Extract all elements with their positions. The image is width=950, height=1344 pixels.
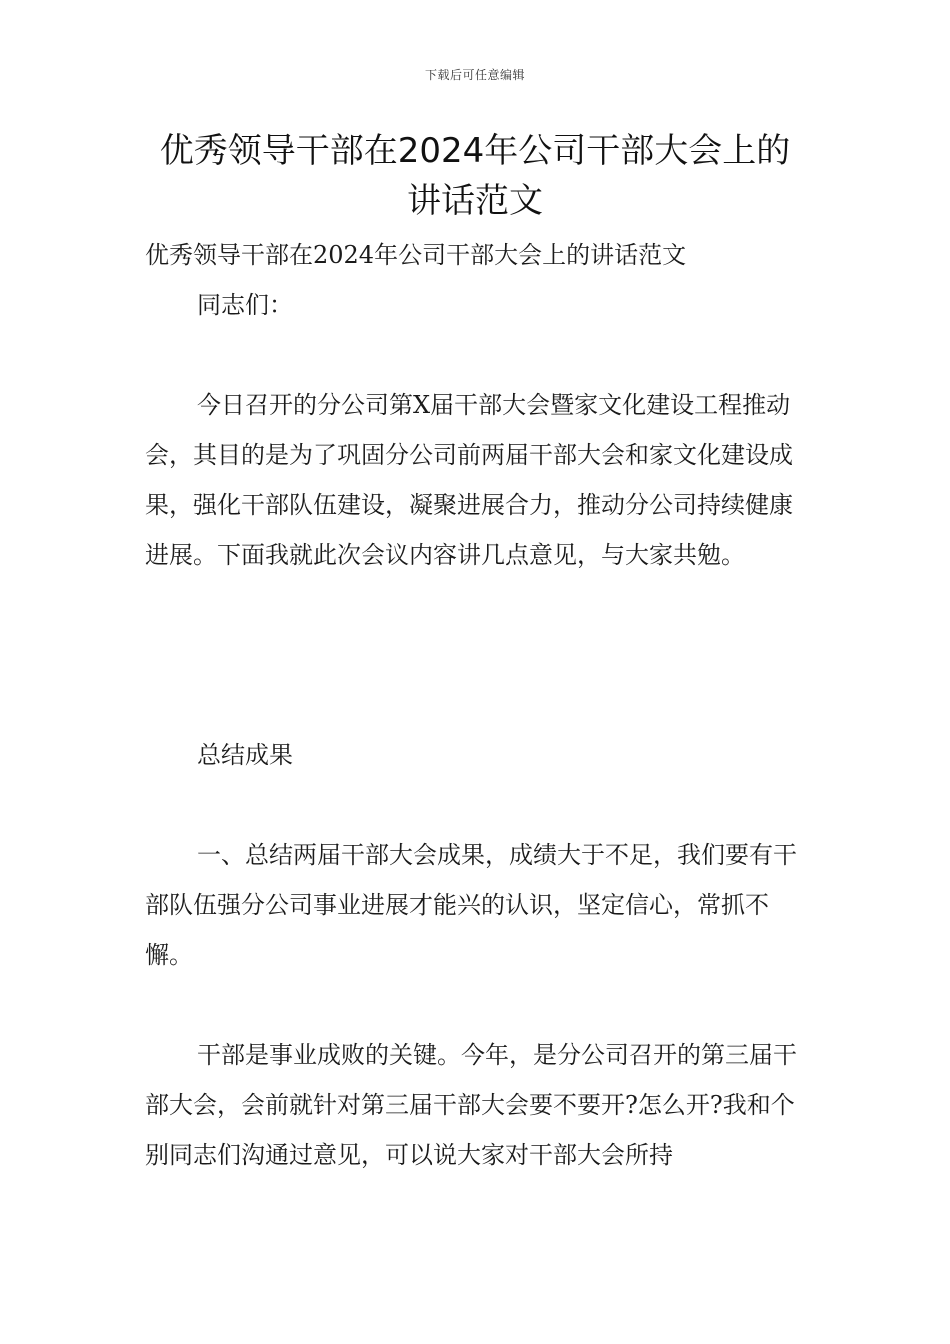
subtitle: 优秀领导干部在2024年公司干部大会上的讲话范文 [145, 241, 687, 269]
header-note: 下载后可任意编辑 [424, 68, 525, 82]
title-line-1: 优秀领导干部在2024年公司干部大会上的 [159, 131, 791, 171]
paragraph-intro: 今日召开的分公司第X届干部大会暨家文化建设工程推动会，其目的是为了巩固分公司前两届干部大会和家文化建设成果，强化干部队伍建设，凝聚进展合力，推动分公司持续健康进展。下面我就此次会议内容讲几点意见，与大家共勉。 [145, 391, 793, 569]
section-heading: 总结成果 [197, 741, 293, 769]
paragraph-point-one: 一、总结两届干部大会成果，成绩大于不足，我们要有干部队伍强分公司事业进展才能兴的认识，坚定信心，常抓不懈。 [145, 841, 797, 969]
document-title [120, 126, 830, 226]
paragraph-cadres: 干部是事业成败的关键。今年，是分公司召开的第三届干部大会，会前就针对第三届干部大会要不要开?怎么开?我和个别同志们沟通过意见，可以说大家对干部大会所持 [145, 1041, 797, 1169]
document-body [145, 230, 810, 1180]
title-line-2: 讲话范文 [407, 181, 543, 221]
greeting: 同志们： [197, 291, 293, 319]
